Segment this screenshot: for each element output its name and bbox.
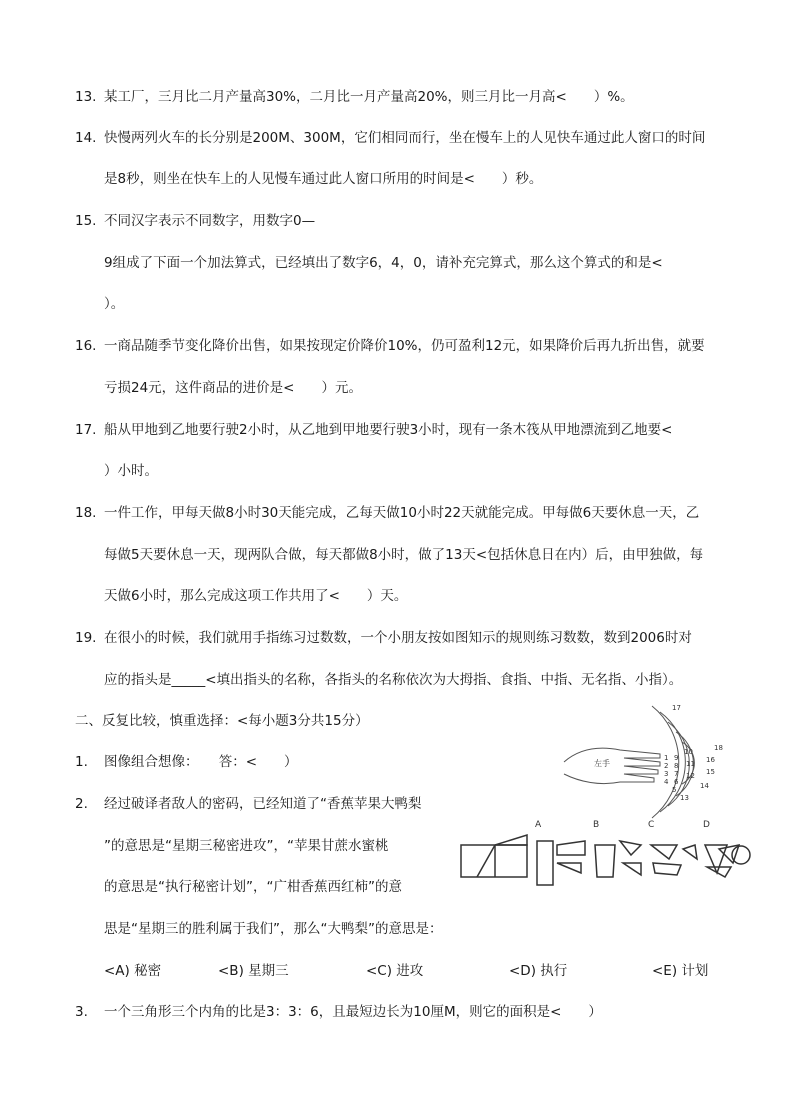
hand-number: 15: [706, 768, 715, 776]
hand-number: 8: [674, 762, 679, 770]
option-b: <B) 星期三: [218, 963, 289, 979]
problem-number: 3.: [75, 1004, 88, 1020]
problem-text: 经过破译者敌人的密码，已经知道了“香蕉苹果大鸭梨: [104, 796, 422, 812]
problem-text: 图像组合想像： 答：< ）: [104, 754, 298, 770]
hand-counting-figure: [560, 700, 730, 822]
problem-number: 13.: [75, 89, 97, 105]
hand-number: 11: [686, 760, 695, 768]
shape-label-b: B: [593, 820, 600, 830]
hand-number: 12: [686, 772, 695, 780]
problem-text: 每做5天要休息一天，现两队合做，每天都做8小时，做了13天<包括休息日在内）后，由甲独做，每: [104, 547, 704, 563]
problem-text: 一件工作，甲每天做8小时30天能完成，乙每天做10小时22天就能完成。甲每做6天要休息一天，乙: [104, 505, 700, 521]
shape-label-a: A: [535, 820, 542, 830]
hand-number: 18: [714, 744, 723, 752]
option-c: <C) 进攻: [366, 963, 424, 979]
hand-number: 16: [706, 756, 715, 764]
problem-text: 亏损24元，这件商品的进价是< ）元。: [104, 380, 362, 396]
problem-number: 18.: [75, 505, 97, 521]
problem-text: 思是“星期三的胜利属于我们”，那么“大鸭梨”的意思是：: [104, 921, 443, 937]
problem-text: 不同汉字表示不同数字，用数字0—: [104, 213, 316, 229]
problem-text: 是8秒，则坐在快车上的人见慢车通过此人窗口所用的时间是< ）秒。: [104, 171, 543, 187]
shape-label-c: C: [648, 820, 655, 830]
hand-icon: [564, 748, 660, 783]
problem-text: 一商品随季节变化降价出售，如果按现定价降价10%，仍可盈利12元，如果降价后再九折出售，就要: [104, 338, 705, 354]
hand-number: 14: [700, 782, 709, 790]
hand-number: 7: [674, 770, 679, 778]
hand-number: 4: [664, 778, 669, 786]
problem-text: 天做6小时，那么完成这项工作共用了< ）天。: [104, 588, 408, 604]
hand-number: 9: [674, 754, 679, 762]
option-a: <A) 秘密: [104, 963, 162, 979]
hand-number: 17: [672, 704, 681, 712]
problem-number: 17.: [75, 422, 97, 438]
hand-label: 左手: [594, 759, 610, 768]
shape-combination-figure: [455, 815, 760, 895]
option-d-shape: [705, 845, 750, 877]
target-shape: [461, 845, 527, 877]
problem-number: 1.: [75, 754, 88, 770]
option-d: <D) 执行: [509, 963, 568, 979]
option-e: <E) 计划: [652, 963, 709, 979]
hand-number: 13: [680, 794, 689, 802]
hand-number: 5: [672, 786, 677, 794]
problem-number: 19.: [75, 630, 97, 646]
problem-number: 14.: [75, 130, 97, 146]
problem-text: 快慢两列火车的长分别是200M、300M，它们相同而行，坐在慢车上的人见快车通过此人窗口的时间: [104, 130, 706, 146]
hand-number: 3: [664, 770, 669, 778]
hand-number: 1: [664, 754, 669, 762]
problem-number: 2.: [75, 796, 88, 812]
option-b-shape: [595, 841, 641, 877]
shape-label-d: D: [703, 820, 710, 830]
hand-numbers: [664, 704, 723, 802]
problem-text: ）小时。: [104, 463, 158, 479]
hand-number: 10: [684, 748, 693, 756]
problem-text: 一个三角形三个内角的比是3：3：6，且最短边长为10厘M，则它的面积是< ）: [104, 1004, 602, 1020]
problem-text: 船从甲地到乙地要行驶2小时，从乙地到甲地要行驶3小时，现有一条木筏从甲地漂流到乙地要<: [104, 422, 673, 438]
section-title: 二、反复比较，慎重选择：<每小题3分共15分）: [75, 713, 369, 729]
problem-number: 15.: [75, 213, 97, 229]
hand-number: 6: [674, 778, 679, 786]
hand-number: 2: [664, 762, 669, 770]
problem-text: 在很小的时候，我们就用手指练习过数数，一个小朋友按如图知示的规则练习数数，数到2006时对: [104, 630, 692, 646]
problem-number: 16.: [75, 338, 97, 354]
option-c-shape: [651, 845, 697, 875]
problem-text: ）。: [104, 296, 125, 312]
option-a-shape: [537, 841, 585, 885]
problem-text: 9组成了下面一个加法算式，已经填出了数字6，4，0，请补充完算式，那么这个算式的和是<: [104, 255, 663, 271]
problem-text: 应的指头是_____<填出指头的名称，各指头的名称依次为大拇指、食指、中指、无名指、小指）。: [104, 672, 683, 688]
problem-text: ”的意思是“星期三秘密进攻”，“苹果甘蔗水蜜桃: [104, 838, 389, 854]
problem-text: 某工厂，三月比二月产量高30%，二月比一月产量高20%，则三月比一月高< ）%。: [104, 89, 634, 105]
problem-text: 的意思是“执行秘密计划”，“广柑香蕉西红柿”的意: [104, 879, 402, 895]
